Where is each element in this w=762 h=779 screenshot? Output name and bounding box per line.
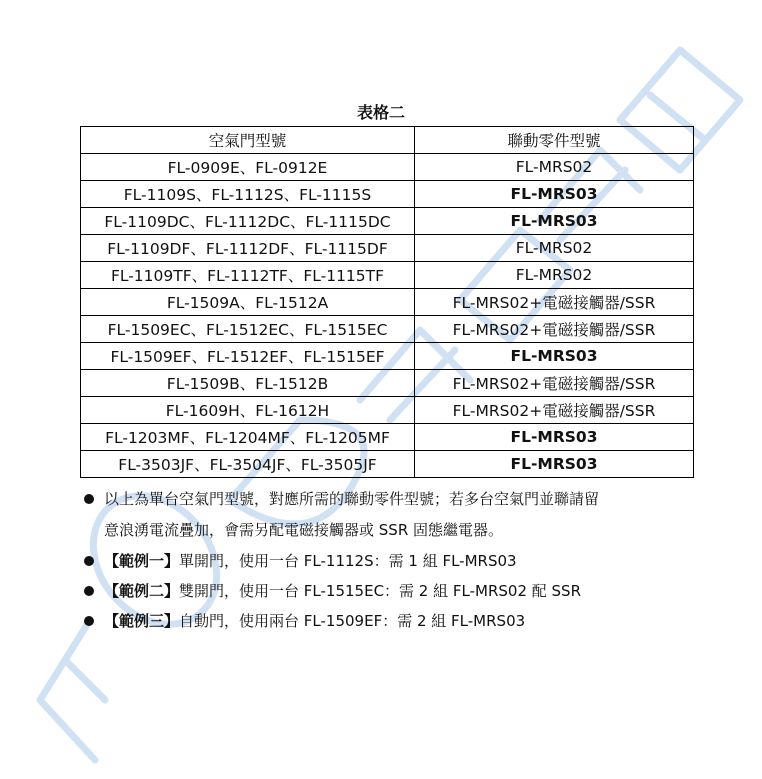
spec-table bbox=[80, 126, 694, 478]
cell-part: FL-MRS02+電磁接觸器/SSR bbox=[415, 289, 694, 316]
cell-part: FL-MRS03 bbox=[415, 424, 694, 451]
list-item bbox=[84, 576, 724, 606]
cell-model: FL-1109TF、FL-1112TF、FL-1115TF bbox=[81, 262, 415, 289]
table-row bbox=[81, 208, 694, 235]
bullet-icon bbox=[84, 616, 94, 626]
list-item bbox=[84, 606, 724, 636]
note-intro-line2: 意浪湧電流疊加，會需另配電磁接觸器或 SSR 固態繼電器。 bbox=[104, 521, 504, 539]
example-tag: 【範例一】 bbox=[104, 552, 180, 570]
example-tag: 【範例三】 bbox=[104, 612, 180, 630]
cell-part: FL-MRS03 bbox=[415, 181, 694, 208]
cell-part: FL-MRS03 bbox=[415, 208, 694, 235]
header-part: 聯動零件型號 bbox=[415, 127, 694, 154]
cell-part: FL-MRS03 bbox=[415, 451, 694, 478]
cell-model: FL-1509B、FL-1512B bbox=[81, 370, 415, 397]
header-model: 空氣門型號 bbox=[81, 127, 415, 154]
example-text: 雙開門，使用一台 FL-1515EC：需 2 組 FL-MRS02 配 SSR bbox=[179, 582, 581, 600]
cell-model: FL-1509A、FL-1512A bbox=[81, 289, 415, 316]
table-row bbox=[81, 451, 694, 478]
cell-model: FL-0909E、FL-0912E bbox=[81, 154, 415, 181]
table-row bbox=[81, 370, 694, 397]
cell-model: FL-3503JF、FL-3504JF、FL-3505JF bbox=[81, 451, 415, 478]
table-row bbox=[81, 154, 694, 181]
example-text: 自動門，使用兩台 FL-1509EF：需 2 組 FL-MRS03 bbox=[179, 612, 526, 630]
cell-model: FL-1509EF、FL-1512EF、FL-1515EF bbox=[81, 343, 415, 370]
example-tag: 【範例二】 bbox=[104, 582, 180, 600]
cell-part: FL-MRS02+電磁接觸器/SSR bbox=[415, 370, 694, 397]
cell-model: FL-1109DF、FL-1112DF、FL-1115DF bbox=[81, 235, 415, 262]
table-row bbox=[81, 262, 694, 289]
cell-model: FL-1203MF、FL-1204MF、FL-1205MF bbox=[81, 424, 415, 451]
table-body bbox=[81, 154, 694, 478]
table-header-row bbox=[81, 127, 694, 154]
example-text: 單開門，使用一台 FL-1112S：需 1 組 FL-MRS03 bbox=[179, 552, 517, 570]
table-row bbox=[81, 424, 694, 451]
table-row bbox=[81, 343, 694, 370]
bullet-icon bbox=[84, 556, 94, 566]
table-caption: 表格二 bbox=[356, 103, 405, 122]
cell-part: FL-MRS02 bbox=[415, 154, 694, 181]
cell-model: FL-1509EC、FL-1512EC、FL-1515EC bbox=[81, 316, 415, 343]
table-row bbox=[81, 289, 694, 316]
cell-part: FL-MRS03 bbox=[415, 343, 694, 370]
cell-part: FL-MRS02+電磁接觸器/SSR bbox=[415, 397, 694, 424]
table-row bbox=[81, 181, 694, 208]
cell-model: FL-1609H、FL-1612H bbox=[81, 397, 415, 424]
note-intro-line1: 以上為單台空氣門型號，對應所需的聯動零件型號；若多台空氣門並聯請留 bbox=[104, 490, 600, 508]
cell-model: FL-1109S、FL-1112S、FL-1115S bbox=[81, 181, 415, 208]
bullet-icon bbox=[84, 494, 94, 504]
table-row bbox=[81, 316, 694, 343]
list-item bbox=[84, 546, 724, 576]
cell-part: FL-MRS02 bbox=[415, 262, 694, 289]
notes-list bbox=[84, 484, 724, 636]
cell-part: FL-MRS02 bbox=[415, 235, 694, 262]
list-item bbox=[84, 484, 724, 546]
cell-part: FL-MRS02+電磁接觸器/SSR bbox=[415, 316, 694, 343]
bullet-icon bbox=[84, 586, 94, 596]
cell-model: FL-1109DC、FL-1112DC、FL-1115DC bbox=[81, 208, 415, 235]
table-row bbox=[81, 235, 694, 262]
table-row bbox=[81, 397, 694, 424]
